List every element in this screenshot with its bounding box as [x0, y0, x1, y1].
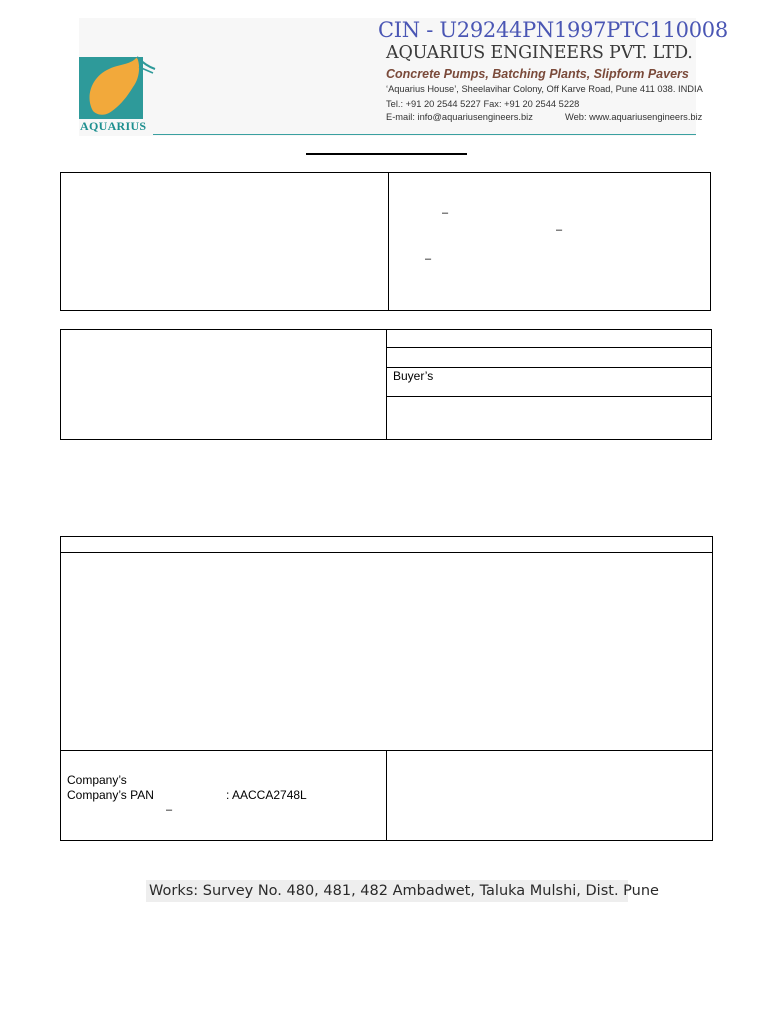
company-address: ‘Aquarius House’, Sheelavihar Colony, Off Karve Road, Pune 411 038. INDIA — [386, 84, 703, 94]
blank-field-dash: – — [556, 224, 563, 236]
company-label: Company’s — [67, 773, 127, 787]
document-title-underline — [306, 153, 467, 155]
buyer-row-line — [386, 347, 712, 348]
items-footer-divider — [386, 750, 387, 841]
company-products: Concrete Pumps, Batching Plants, Slipform Pavers — [386, 67, 689, 81]
company-tel-fax: Tel.: +91 20 2544 5227 Fax: +91 20 2544 5228 — [386, 99, 580, 109]
company-pan-value: : AACCA2748L — [226, 788, 307, 802]
blank-field-dash: – — [425, 253, 432, 265]
invoice-header-box — [60, 172, 711, 311]
company-email: E-mail: info@aquariusengineers.biz — [386, 112, 533, 122]
logo-text: AQUARIUS — [80, 119, 147, 133]
buyer-box-divider — [386, 329, 387, 440]
buyer-label: Buyer’s — [393, 369, 434, 383]
buyer-row-line — [386, 367, 712, 368]
cin-number: CIN - U29244PN1997PTC110008 — [378, 18, 728, 42]
letterhead-divider — [153, 134, 696, 135]
buyer-row-line — [386, 396, 712, 397]
letterhead — [79, 18, 728, 136]
items-header-line — [60, 552, 713, 553]
company-pan-label: Company’s PAN — [67, 788, 154, 802]
invoice-header-divider — [388, 172, 389, 311]
aquarius-logo-icon — [79, 53, 159, 123]
company-website: Web: www.aquariusengineers.biz — [565, 112, 703, 122]
blank-field-dash: – — [166, 804, 173, 816]
blank-field-dash: – — [442, 207, 449, 219]
company-name: AQUARIUS ENGINEERS PVT. LTD. — [386, 43, 693, 63]
works-address: Works: Survey No. 480, 481, 482 Ambadwet, Taluka Mulshi, Dist. Pune — [146, 880, 628, 902]
